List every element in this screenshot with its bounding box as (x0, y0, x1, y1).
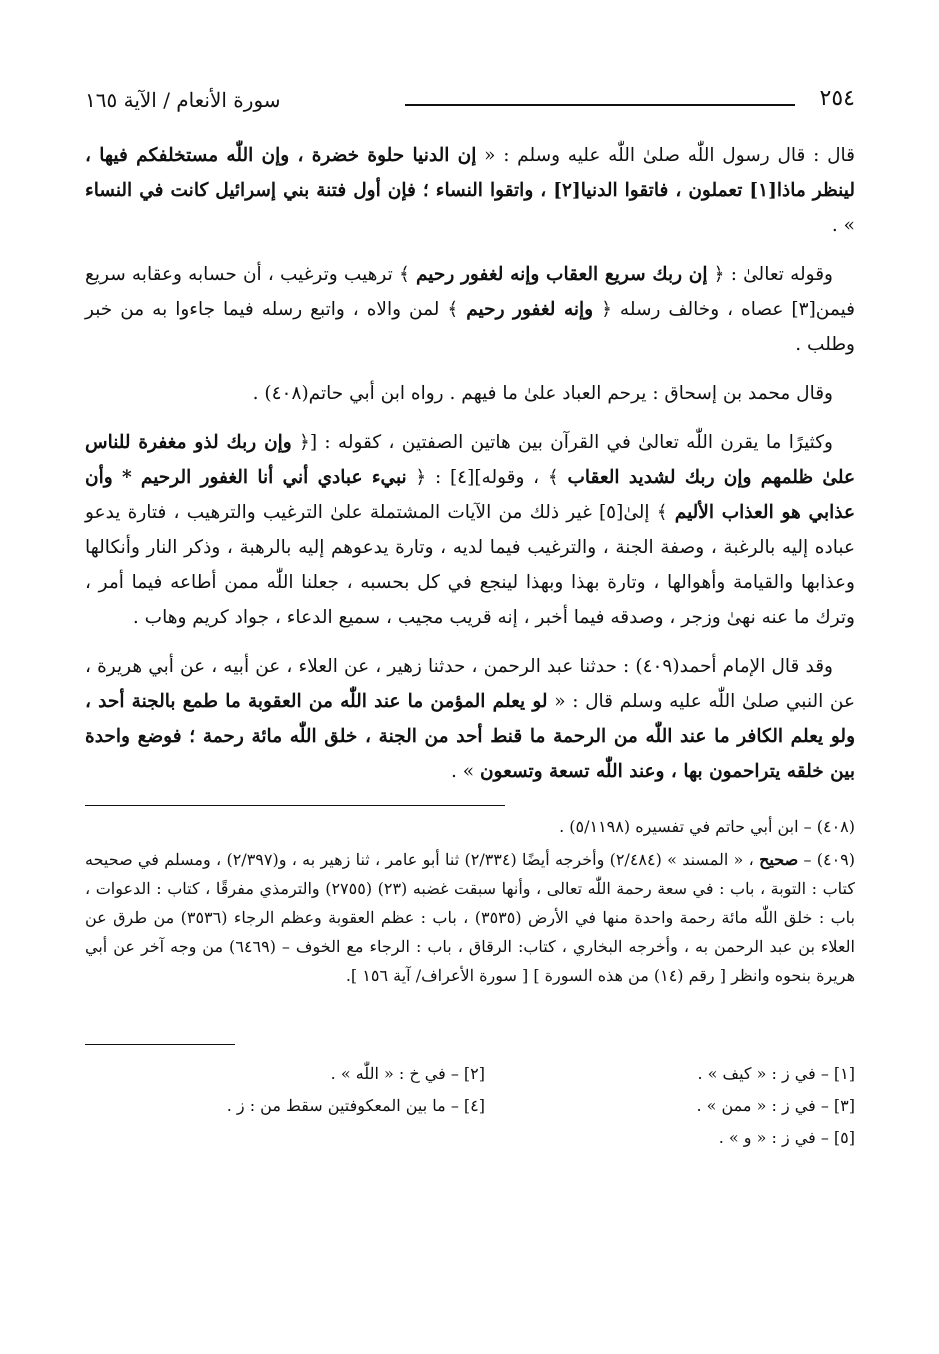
header-rule (405, 104, 795, 106)
verse-text: إن ربك سريع العقاب وإنه لغفور رحيم (415, 264, 708, 285)
page-number: ٢٥٤ (819, 86, 855, 111)
grade-label: صحيح (759, 850, 799, 869)
footnote-408: (٤٠٨) – ابن أبي حاتم في تفسيره (٥/١١٩٨) . (559, 817, 855, 836)
book-page (85, 80, 855, 1153)
paragraph-hadith-dunya: قال : قال رسول اللّٰه صلىٰ اللّٰه عليه وسلم : « إن الدنيا حلوة خضرة ، وإن اللّٰه مستخلفكم فيها ، لينظر ماذا[١] تعملون ، فاتقوا الدنيا[٢] ، واتقوا النساء ؛ فإن أول فتنة بني إسرائيل كانت في النساء » . (85, 145, 855, 236)
editor-notes (155, 1059, 855, 1153)
verse-text: نبيء عبادي أني أنا الغفور الرحيم * وأن عذابي هو العذاب الأليم (85, 467, 855, 523)
editor-note: [١] – في ز : « كيف » . (697, 1064, 855, 1083)
paragraph-verse-commentary: وقوله تعالىٰ : ﴿ إن ربك سريع العقاب وإنه لغفور رحيم ﴾ ترهيب وترغيب ، أن حسابه وعقابه سريع فيمن[٣] عصاه ، وخالف رسله ﴿ وإنه لغفور رحيم ﴾ لمن والاه ، واتبع رسله فيما جاءوا به من خبر وطلب . (85, 264, 856, 355)
footnote-separator (85, 805, 505, 806)
editor-notes-separator (85, 1044, 235, 1045)
footnotes (85, 812, 855, 990)
verse-text: وإنه لغفور رحيم (466, 299, 594, 320)
verse-text: وإن ربك لذو مغفرة للناس علىٰ ظلمهم وإن ربك لشديد العقاب (85, 432, 856, 488)
editor-note: [٥] – في ز : « و » . (718, 1128, 855, 1147)
paragraph-two-attributes: وكثيرًا ما يقرن اللّٰه تعالىٰ في القرآن بين هاتين الصفتين ، كقوله : [﴿ وإن ربك لذو مغفرة للناس علىٰ ظلمهم وإن ربك لشديد العقاب ﴾ ، وقوله][٤] : ﴿ نبيء عبادي أني أنا الغفور الرحيم * وأن عذابي هو العذاب الأليم ﴾ إلىٰ[٥] غير ذلك من الآيات المشتملة علىٰ الترغيب والترهيب ، فتارة يدعو عباده إليه بالرغبة ، وصفة الجنة ، والترغيب فيما لديه ، وتارة يدعوهم إليه بالرهبة ، وذكر النار وأنكالها وعذابها والقيامة وأهوالها ، وتارة بهذا وبهذا لينجع في كل بحسبه ، جعلنا اللّٰه ممن أطاعه فيما أمر ، وترك ما عنه نهىٰ وزجر ، وصدقه فيما أخبر ، إنه قريب مجيب ، سميع الدعاء ، جواد كريم وهاب . (85, 432, 856, 628)
footnote-409: (٤٠٩) – صحيح ، « المسند » (٢/٤٨٤) وأخرجه أيضًا (٢/٣٣٤) ثنا أبو عامر ، ثنا زهير به ، و(٢/٣٩٧) ، ومسلم في صحيحه كتاب : التوبة ، باب : في سعة رحمة اللّٰه تعالى ، وأنها سبقت غضبه (٢٣) (٢٧٥٥) والترمذي مفرقًا ، كتاب : الدعوات ، باب : خلق اللّٰه مائة رحمة واحدة منها في الأرض (٣٥٣٥) ، باب : عظم العقوبة وعظم الرجاء (٣٥٣٦) من طرق عن العلاء بن عبد الرحمن به ، وأخرجه البخاري ، كتاب: الرقاق ، باب : الرجاء مع الخوف – (٦٤٦٩) من وجه آخر عن أبي هريرة بنحوه وانظر [ رقم (١٤) من هذه السورة ] [ سورة الأعراف/ آية ١٥٦ ]. (85, 850, 856, 985)
hadith-text: إن الدنيا حلوة خضرة ، وإن اللّٰه مستخلفكم فيها ، لينظر ماذا[١] تعملون ، فاتقوا الدنيا[٢] ، واتقوا النساء ؛ فإن أول فتنة بني إسرائيل كانت في النساء (85, 145, 855, 201)
running-head: سورة الأنعام / الآية ١٦٥ (85, 88, 281, 112)
hadith-text: لو يعلم المؤمن ما عند اللّٰه من العقوبة ما طمع بالجنة أحد ، ولو يعلم الكافر ما عند اللّٰه من الرحمة ما قنط أحد من الجنة ، خلق اللّٰه مائة رحمة ؛ فوضع واحدة بين خلقه يتراحمون بها ، وعند اللّٰه تسعة وتسعون (85, 691, 855, 782)
paragraph-ibn-ishaq: وقال محمد بن إسحاق : يرحم العباد علىٰ ما فيهم . رواه ابن أبي حاتم(٤٠٨) . (252, 383, 833, 404)
main-text (85, 138, 855, 789)
editor-note: [٤] – ما بين المعكوفتين سقط من : ز . (226, 1096, 485, 1115)
editor-note: [٢] – في خ : « اللّٰه » . (330, 1064, 485, 1083)
page-header (85, 80, 855, 120)
editor-note: [٣] – في ز : « ممن » . (696, 1096, 855, 1115)
paragraph-hadith-ahmad: وقد قال الإمام أحمد(٤٠٩) : حدثنا عبد الرحمن ، حدثنا زهير ، عن العلاء ، عن أبيه ، عن أبي هريرة ، عن النبي صلىٰ اللّٰه عليه وسلم قال : « لو يعلم المؤمن ما عند اللّٰه من العقوبة ما طمع بالجنة أحد ، ولو يعلم الكافر ما عند اللّٰه من الرحمة ما قنط أحد من الجنة ، خلق اللّٰه مائة رحمة ؛ فوضع واحدة بين خلقه يتراحمون بها ، وعند اللّٰه تسعة وتسعون » . (85, 656, 855, 782)
